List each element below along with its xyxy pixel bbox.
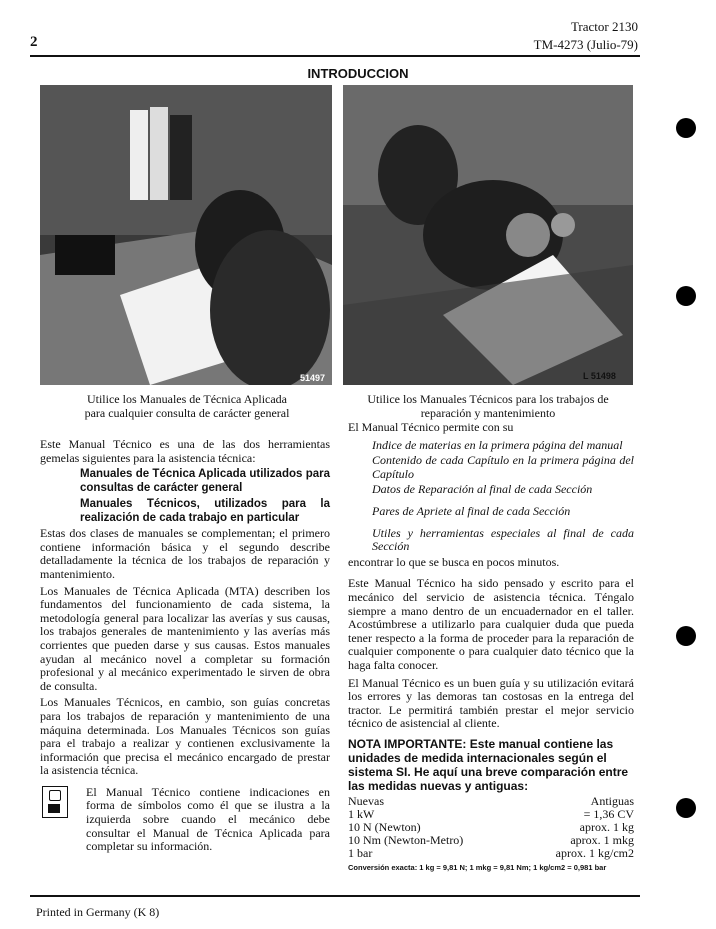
paragraph-guide: El Manual Técnico es un buen guía y su utilización evitará los errores y las demoras tan costosas en la entrega del tractor. Le permitirá también prestar el mejor servicio técnico de asistencial al cliente. [348,675,634,731]
footer-rule [30,895,640,897]
photo-left [40,85,332,385]
symbol-note-text: El Manual Técnico contiene indicaciones en forma de símbolos como él que se ilustra a la izquierda sobre cuando el mecánico debe consultar el Manual de Técnica Aplicada para completar su información. [86,784,330,854]
table-cell: 1 kW [348,806,375,821]
binder-hole-icon [676,286,696,306]
bold-item-mta: Manuales de Técnica Aplicada utilizados para consultas de carácter general [80,468,330,495]
table-row [348,821,634,834]
bold-item-mt: Manuales Técnicos, utilizados para la realización de cada trabajo en particular [80,498,330,525]
table-cell: 10 N (Newton) [348,819,421,834]
index-item-1: Indice de materias en la primera página del manual [372,437,623,452]
header-rule [30,55,640,57]
tractor-model: Tractor 2130 [570,19,638,34]
caption-left: Utilice los Manuales de Técnica Aplicada para cualquier consulta de carácter general [84,392,290,420]
index-item-2: Contenido de cada Capítulo en la primera página del Capítulo [372,453,634,481]
right-after: encontrar lo que se busca en pocos minutos. [348,554,560,569]
binder-hole-icon [676,626,696,646]
index-item-4: Pares de Apriete al final de cada Sección [372,503,571,518]
book-reference-icon [42,786,68,818]
index-item-5: Utiles y herramientas especiales al final de cada Sección [372,525,634,554]
section-title: INTRODUCCION [307,66,409,81]
table-row [348,847,634,860]
photo-right [343,85,633,385]
table-cell: 1 bar [348,845,373,860]
table-cell: aprox. 1 mkg [570,832,634,847]
intro-paragraph: Este Manual Técnico es una de las dos herramientas gemelas siguientes para la asistencia técnica: [40,437,330,465]
table-head-old: Antiguas [590,793,634,808]
paragraph-complement: Estas dos clases de manuales se complementan; el primero contiene información básica y el segundo describe detalladamente la técnica de los trabajos de reparación y mantenimiento. [40,526,330,581]
conversion-note: Conversión exacta: 1 kg = 9,81 N; 1 mkg = 9,81 Nm; 1 kg/cm2 = 0,981 bar [348,862,607,872]
right-intro: El Manual Técnico permite con su [348,420,514,434]
paragraph-service: Este Manual Técnico ha sido pensado y escrito para el mecánico del servicio de asistencia técnica. Téngalo siempre a mano dentro de un encuadernador en el taller. Acostúmbrese a utilizarlo para cualquier duda que pueda tener respecto a la forma de proceder para la reparación de cualquier componente o para cualquier dato técnico que la haga falta conocer. [348,576,634,672]
table-row [348,834,634,847]
table-cell: aprox. 1 kg/cm2 [555,845,634,860]
binder-hole-icon [676,118,696,138]
manual-code: TM-4273 (Julio-79) [533,37,638,52]
important-note: NOTA IMPORTANTE: Este manual contiene las unidades de medida internacionales según el sistema SI. He aquí una breve comparación entre las medidas nuevas y antiguas: [348,736,629,793]
paragraph-mta: Los Manuales de Técnica Aplicada (MTA) describen los fundamentos del funcionamiento de cada sistema, la metodología general para localizar las averías y sus causas, los trabajos generales de mantenimiento y las averías más corrientes que pueden darse y sus causas. Estos manuales ayudan al mecánico novel a completar su formación profesional y al mecánico experimentado le sirven de obra de consulta. [40,583,330,693]
table-cell: aprox. 1 kg [579,819,634,834]
caption-right: Utilice los Manuales Técnicos para los trabajos de reparación y mantenimiento [367,392,609,420]
right-column [348,421,634,874]
symbol-note [40,786,330,854]
table-header-row [348,795,634,808]
table-cell: 10 Nm (Newton-Metro) [348,832,464,847]
paragraph-mt: Los Manuales Técnicos, en cambio, son guías concretas para los trabajos de reparación y mantenimiento de una máquina determinada. Los Manuales Técnicos son guías para el trabajo a realizar y contienen exclusivamente la información que precisa el mecánico encargado de prestar la asistencia técnica. [40,695,330,778]
photo-left-code: 51497 [300,373,326,383]
page-number: 2 [30,34,38,50]
binder-hole-icon [676,798,696,818]
footer-printed: Printed in Germany (K 8) [36,905,160,919]
index-item-3: Datos de Reparación al final de cada Sección [372,482,593,497]
photo-right-code: L 51498 [583,371,616,381]
table-row [348,808,634,821]
table-head-new: Nuevas [348,793,384,808]
table-cell: = 1,36 CV [583,806,634,821]
left-column [40,438,330,854]
unit-comparison-table [348,795,634,860]
